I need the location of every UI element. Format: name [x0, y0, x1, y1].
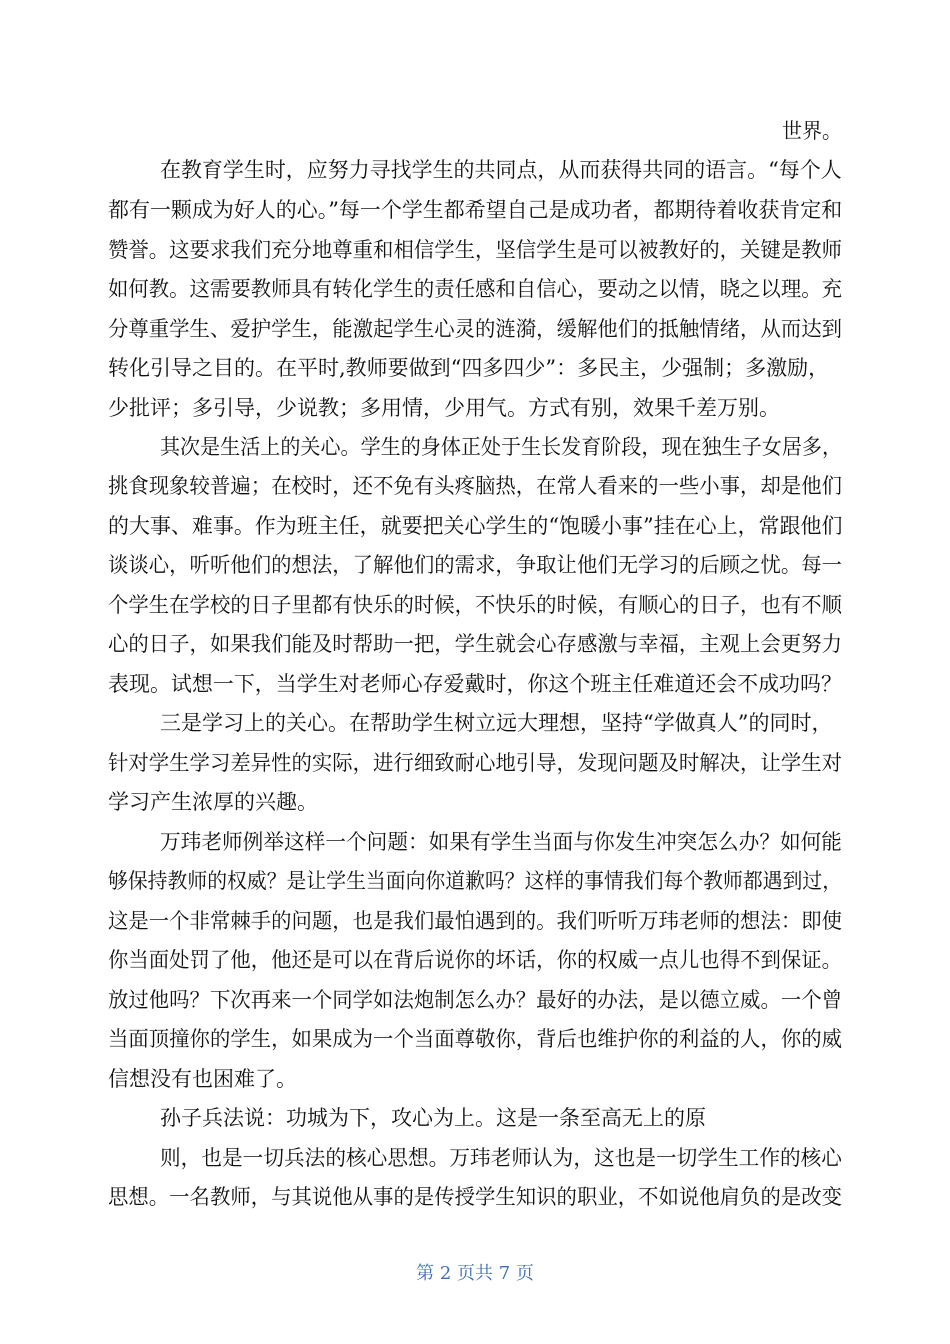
text-line: 则，也是一切兵法的核心思想。万玮老师认为，这也是一切学生工作的核心: [160, 1146, 842, 1170]
text-line: 心的日子，如果我们能及时帮助一把，学生就会心存感激与幸福，主观上会更努力: [108, 632, 843, 656]
text-line: 谈谈心，听听他们的想法，了解他们的需求，争取让他们无学习的后顾之忧。每一: [108, 553, 843, 577]
text-line: 世界。: [782, 119, 843, 143]
text-line: 的大事、难事。作为班主任，就要把关心学生的“饱暖小事”挂在心上，常跟他们: [108, 514, 843, 538]
text-line: 个学生在学校的日子里都有快乐的时候，不快乐的时候，有顺心的日子，也有不顺: [108, 593, 843, 617]
text-line: 分尊重学生、爱护学生，能激起学生心灵的涟漪，缓解他们的抵触情绪，从而达到: [108, 317, 843, 341]
text-line: 在教育学生时，应努力寻找学生的共同点，从而获得共同的语言。“每个人: [160, 158, 842, 182]
text-line: 挑食现象较普遍；在校时，还不免有头疼脑热，在常人看来的一些小事，却是他们: [108, 474, 843, 498]
text-line: 少批评；多引导，少说教；多用情，少用气。方式有别，效果千差万别。: [108, 396, 780, 420]
text-line: 放过他吗？下次再来一个同学如法炮制怎么办？最好的办法，是以德立威。一个曾: [108, 988, 843, 1012]
text-line: 当面顶撞你的学生，如果成为一个当面尊敬你，背后也维护你的利益的人，你的威: [108, 1027, 843, 1051]
text-line: 孙子兵法说：功城为下，攻心为上。这是一条至高无上的原: [160, 1106, 706, 1130]
text-line: 三是学习上的关心。在帮助学生树立远大理想，坚持“学做真人”的同时，: [160, 711, 833, 735]
text-line: 针对学生学习差异性的实际，进行细致耐心地引导，发现问题及时解决，让学生对: [108, 751, 843, 775]
text-line: 表现。试想一下，当学生对老师心存爱戴时，你这个班主任难道还会不成功吗？: [108, 672, 842, 696]
text-line: 其次是生活上的关心。学生的身体正处于生长发育阶段，现在独生子女居多，: [160, 435, 843, 459]
text-line: 万玮老师例举这样一个问题：如果有学生当面与你发生冲突怎么办？如何能: [160, 830, 842, 854]
text-line: 转化引导之目的。在平时,教师要做到“四多四少”：多民主，少强制；多激励，: [108, 356, 830, 380]
text-line: 学习产生浓厚的兴趣。: [108, 790, 318, 814]
text-line: 你当面处罚了他，他还是可以在背后说你的坏话，你的权威一点儿也得不到保证。: [108, 948, 843, 972]
text-line: 思想。一名教师，与其说他从事的是传授学生知识的职业，不如说他肩负的是改变: [108, 1185, 843, 1209]
page-number-footer: 第 2 页共 7 页: [416, 1263, 534, 1284]
text-line: 这是一个非常棘手的问题，也是我们最怕遇到的。我们听听万玮老师的想法：即使: [108, 909, 843, 933]
text-line: 都有一颗成为好人的心。”每一个学生都希望自己是成功者，都期待着收获肯定和: [108, 198, 843, 222]
text-line: 如何教。这需要教师具有转化学生的责任感和自信心，要动之以情，晓之以理。充: [108, 277, 843, 301]
text-line: 信想没有也困难了。: [108, 1067, 297, 1091]
text-line: 赞誉。这要求我们充分地尊重和相信学生，坚信学生是可以被教好的，关键是教师: [108, 238, 843, 262]
text-line: 够保持教师的权威？是让学生当面向你道歉吗？这样的事情我们每个教师都遇到过，: [108, 869, 843, 893]
